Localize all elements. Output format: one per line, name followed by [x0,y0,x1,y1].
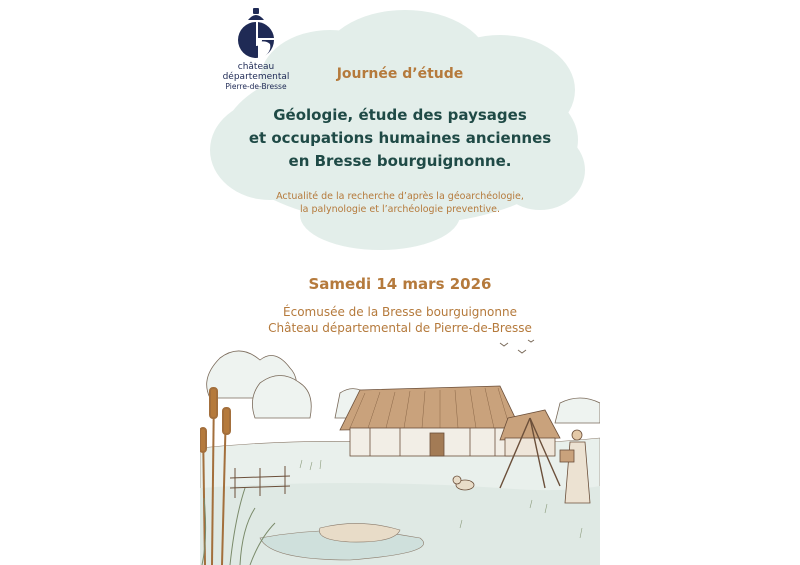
event-description [200,190,600,216]
event-type: Journée d’étude [336,66,464,82]
title-line-3: en Bresse bourguignonne. [288,152,512,170]
neolithic-village-illustration [200,338,600,565]
event-venue [200,304,600,336]
chateau-logo-icon [236,8,276,60]
logo-text-chateau: château [237,62,275,72]
logo-text-departemental: départemental [222,72,290,82]
description-line-2: la palynologie et l’archéologie preventive. [300,204,500,215]
title-line-1: Géologie, étude des paysages [273,106,527,124]
event-date: Samedi 14 mars 2026 [308,275,492,293]
venue-line-1: Écomusée de la Bresse bourguignonne [283,305,517,319]
event-title [200,104,600,173]
description-line-1: Actualité de la recherche d’après la géoarchéologie, [276,191,524,202]
poster [200,0,600,565]
title-line-2: et occupations humaines anciennes [248,129,552,147]
venue-line-2: Château départemental de Pierre-de-Bresse [268,321,532,335]
logo-text-place: Pierre-de-Bresse [225,82,287,91]
